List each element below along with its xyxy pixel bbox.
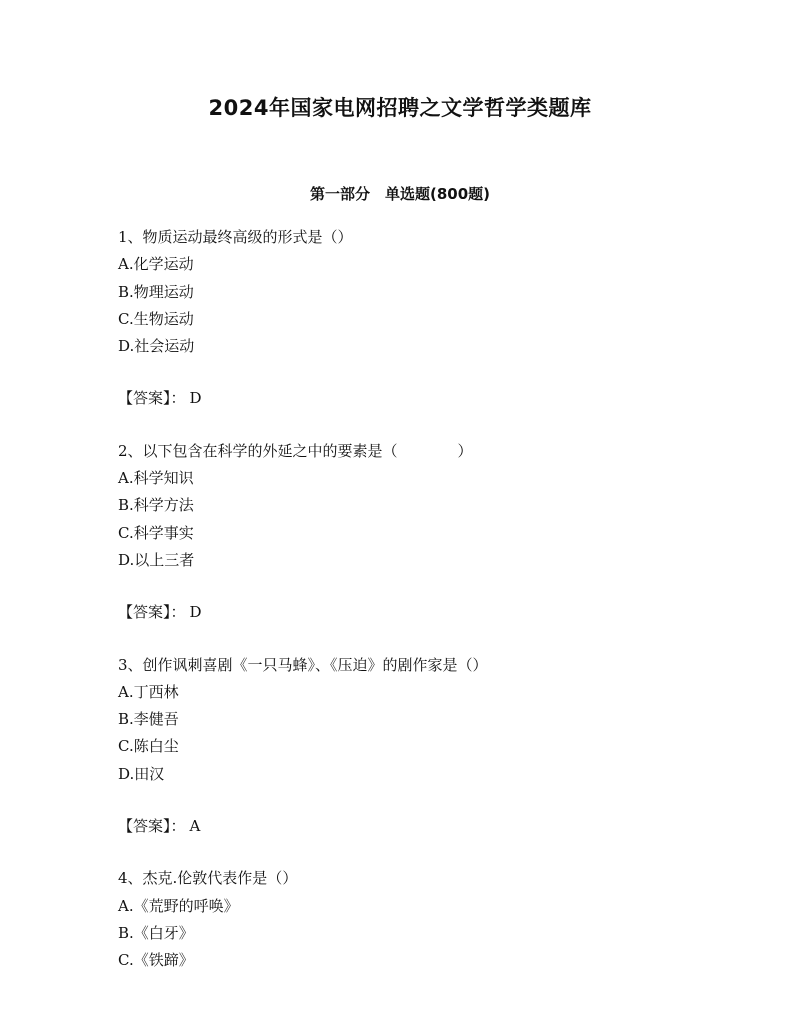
answer-value: D <box>189 603 202 622</box>
option-b: B.《白牙》 <box>118 923 194 942</box>
option-c: C.陈白尘 <box>118 737 179 756</box>
question-stem: 1、物质运动最终高级的形式是（） <box>118 228 353 246</box>
question-4 <box>118 865 758 974</box>
option-a: A.丁西林 <box>118 682 179 701</box>
option-c: C.科学事实 <box>118 523 194 542</box>
question-stem: 3、创作讽刺喜剧《一只马蜂》、《压迫》的剧作家是（） <box>118 655 488 674</box>
answer-label: 【答案】： <box>118 603 186 622</box>
document-title: 2024年国家电网招聘之文学哲学类题库 <box>208 96 592 120</box>
option-c: C.生物运动 <box>118 309 194 328</box>
option-c: C.《铁蹄》 <box>118 951 194 970</box>
option-d: D.社会运动 <box>118 337 195 356</box>
answer-label: 【答案】： <box>118 389 186 408</box>
question-stem: 4、杰克.伦敦代表作是（） <box>118 869 298 888</box>
option-b: B.科学方法 <box>118 496 194 515</box>
option-a: A.科学知识 <box>118 469 194 488</box>
answer-label: 【答案】： <box>118 817 186 836</box>
question-3 <box>118 652 758 841</box>
option-d: D.田汉 <box>118 764 165 783</box>
option-a: A.化学运动 <box>118 255 194 274</box>
answer-line <box>118 599 758 626</box>
question-list <box>118 224 758 1000</box>
option-d: D.以上三者 <box>118 550 195 569</box>
question-1 <box>118 224 758 413</box>
answer-line <box>118 813 758 840</box>
answer-value: D <box>189 389 202 408</box>
option-b: B.物理运动 <box>118 282 194 301</box>
option-a: A.《荒野的呼唤》 <box>118 896 239 915</box>
option-b: B.李健吾 <box>118 710 179 729</box>
question-2 <box>118 438 758 627</box>
question-stem: 2、以下包含在科学的外延之中的要素是（ ） <box>118 441 473 460</box>
answer-value: A <box>189 817 201 836</box>
answer-line <box>118 385 758 412</box>
section-title: 第一部分 单选题(800题) <box>309 185 491 203</box>
